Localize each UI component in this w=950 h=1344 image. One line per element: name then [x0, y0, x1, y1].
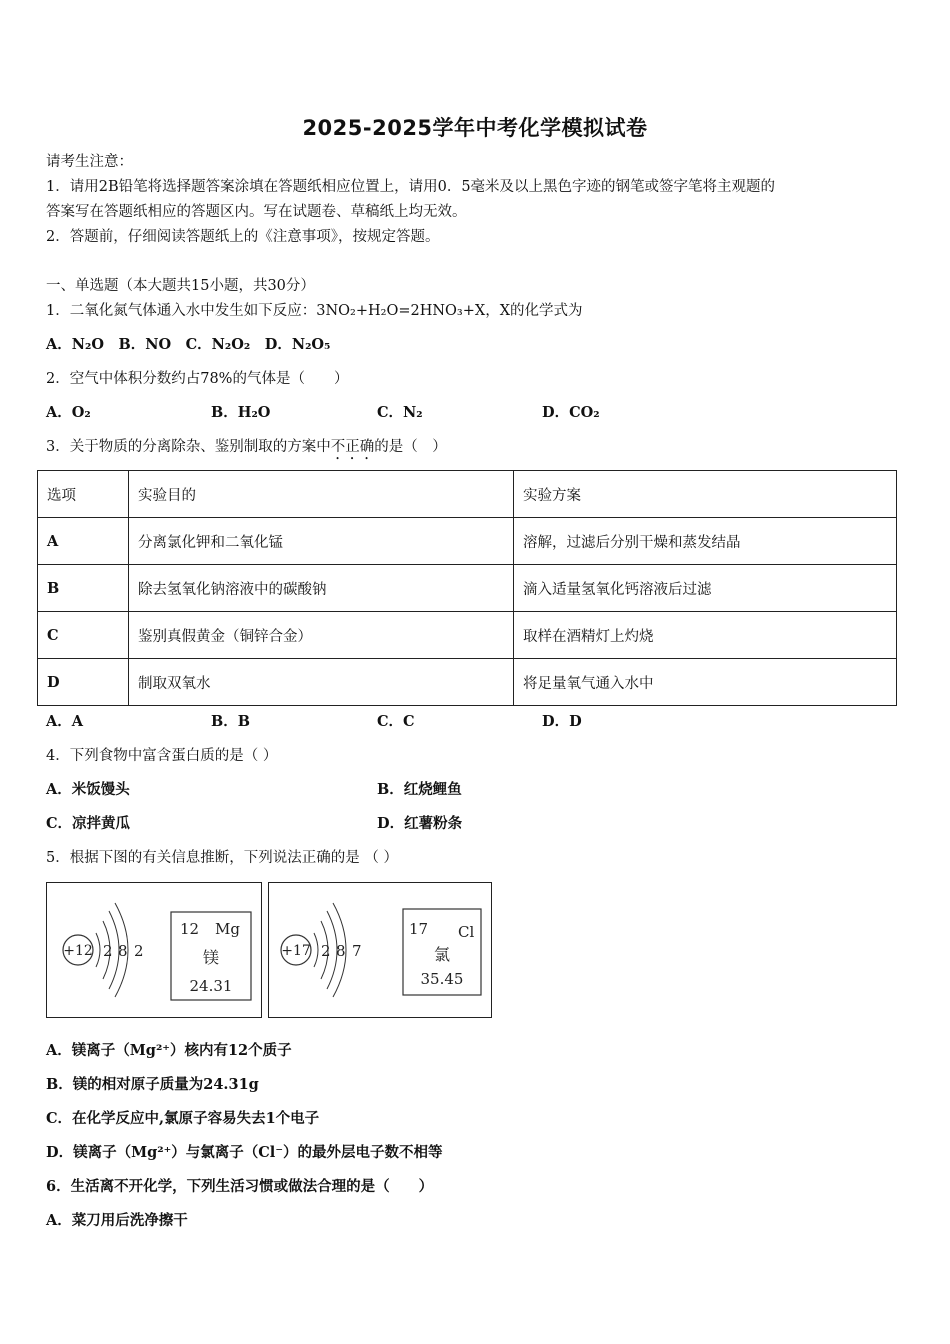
question-4-option-c: C．凉拌黄瓜 — [46, 815, 131, 832]
table-row — [38, 518, 897, 565]
chlorine-shell-1-count: 2 — [321, 942, 331, 960]
chlorine-shell-3-count: 7 — [352, 942, 362, 960]
question-5-option-b: B．镁的相对原子质量为24.31g — [46, 1076, 259, 1093]
question-2-stem: 2．空气中体积分数约占78%的气体是（ ） — [46, 371, 349, 387]
magnesium-atomic-number: 12 — [180, 920, 200, 938]
question-2-option-d: D．CO₂ — [542, 404, 600, 421]
question-3-stem-post: 的是（ ） — [374, 439, 447, 455]
question-1-options: A．N₂O B．NO C．N₂O₂ D．N₂O₅ — [46, 336, 331, 353]
section-heading: 一、单选题（本大题共15小题，共30分） — [46, 278, 315, 294]
question-3-stem-emphasis: 不正确 — [330, 439, 375, 455]
table-cell: D — [38, 659, 129, 706]
table-cell: B — [38, 565, 129, 612]
chlorine-atomic-mass: 35.45 — [420, 970, 464, 988]
table-header-row — [38, 471, 897, 518]
question-6-option-a: A．菜刀用后洗净擦干 — [46, 1212, 188, 1229]
table-cell: 将足量氧气通入水中 — [514, 659, 897, 706]
question-5-stem: 5．根据下图的有关信息推断，下列说法正确的是 （ ） — [46, 850, 398, 866]
question-4-option-a: A．米饭馒头 — [46, 781, 130, 798]
chlorine-shell-2-count: 8 — [336, 942, 346, 960]
question-4-option-d: D．红薯粉条 — [377, 815, 463, 832]
magnesium-shell-2-count: 8 — [118, 942, 128, 960]
table-header-cell: 选项 — [38, 471, 129, 518]
chlorine-nucleus-label: +17 — [281, 943, 311, 959]
question-3-stem-pre: 3．关于物质的分离除杂、鉴别制取的方案中 — [46, 439, 331, 455]
magnesium-shell-1-count: 2 — [103, 942, 113, 960]
question-3-option-b: B．B — [211, 713, 251, 730]
question-3-option-c: C．C — [377, 713, 415, 730]
chlorine-name: 氯 — [433, 945, 451, 964]
chlorine-symbol: Cl — [458, 923, 475, 941]
table-cell: 除去氢氧化钠溶液中的碳酸钠 — [129, 565, 514, 612]
question-5-option-c: C．在化学反应中,氯原子容易失去1个电子 — [46, 1110, 320, 1127]
magnesium-symbol: Mg — [215, 920, 240, 938]
question-2-option-a: A．O₂ — [46, 404, 91, 421]
question-4-option-b: B．红烧鲤鱼 — [377, 781, 462, 798]
table-header-cell: 实验方案 — [514, 471, 897, 518]
magnesium-nucleus-label: +12 — [63, 943, 93, 959]
question-2-option-b: B．H₂O — [211, 404, 271, 421]
table-row — [38, 565, 897, 612]
notice-item-1-line-1: 1．请用2B铅笔将选择题答案涂填在答题纸相应位置上，请用0．5毫米及以上黑色字迹的钢笔或签字笔将主观题的 — [46, 179, 776, 195]
table-cell: 制取双氧水 — [129, 659, 514, 706]
table-row — [38, 659, 897, 706]
question-3-option-d: D．D — [542, 713, 582, 730]
magnesium-atomic-mass: 24.31 — [189, 977, 233, 995]
table-cell: 取样在酒精灯上灼烧 — [514, 612, 897, 659]
table-cell: 分离氯化钾和二氧化锰 — [129, 518, 514, 565]
question-3-stem — [46, 437, 447, 463]
question-1-stem: 1．二氧化氮气体通入水中发生如下反应：3NO₂+H₂O=2HNO₃+X，X的化学式为 — [46, 303, 583, 319]
chlorine-shell-arc-1 — [314, 933, 318, 967]
question-6-stem: 6．生活离不开化学，下列生活习惯或做法合理的是（ ） — [46, 1178, 434, 1195]
chlorine-atomic-number: 17 — [409, 920, 429, 938]
notice-heading: 请考生注意： — [46, 154, 133, 170]
notice-item-1-line-2: 答案写在答题纸相应的答题区内。写在试题卷、草稿纸上均无效。 — [46, 204, 467, 220]
magnesium-shell-arc-1 — [96, 933, 100, 967]
experiment-table — [37, 470, 897, 706]
chlorine-atom-diagram — [269, 883, 491, 1017]
magnesium-name: 镁 — [202, 948, 220, 967]
magnesium-shell-3-count: 2 — [134, 942, 144, 960]
question-5-option-d: D．镁离子（Mg²⁺）与氯离子（Cl⁻）的最外层电子数不相等 — [46, 1144, 443, 1161]
question-4-stem: 4．下列食物中富含蛋白质的是（ ） — [46, 748, 278, 764]
chlorine-figure — [268, 882, 492, 1018]
table-cell: 溶解，过滤后分别干燥和蒸发结晶 — [514, 518, 897, 565]
question-2-option-c: C．N₂ — [377, 404, 423, 421]
table-cell: 滴入适量氢氧化钙溶液后过滤 — [514, 565, 897, 612]
notice-item-2: 2．答题前，仔细阅读答题纸上的《注意事项》，按规定答题。 — [46, 229, 440, 245]
magnesium-atom-diagram — [47, 883, 261, 1017]
table-row — [38, 612, 897, 659]
table-cell: 鉴别真假黄金（铜锌合金） — [129, 612, 514, 659]
magnesium-figure — [46, 882, 262, 1018]
table-header-cell: 实验目的 — [129, 471, 514, 518]
question-3-option-a: A．A — [46, 713, 84, 730]
table-cell: C — [38, 612, 129, 659]
table-cell: A — [38, 518, 129, 565]
question-5-option-a: A．镁离子（Mg²⁺）核内有12个质子 — [46, 1042, 292, 1059]
page-title: 2025-2025学年中考化学模拟试卷 — [302, 116, 648, 140]
